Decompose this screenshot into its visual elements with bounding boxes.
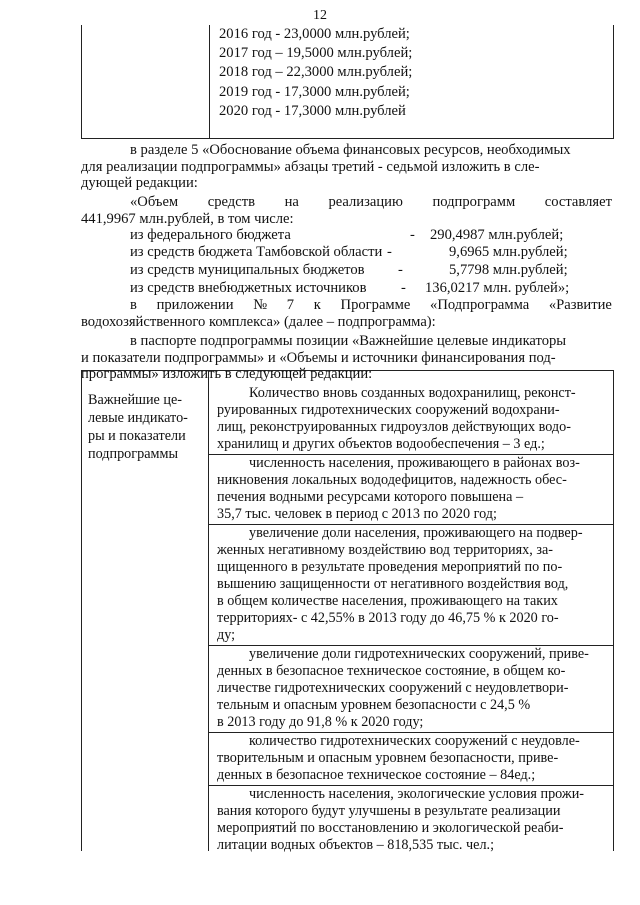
indicator-line: лищ, реконструированных гидроузлов действующих водо- [217, 419, 571, 435]
funding-source-dash: - [398, 262, 403, 278]
indicator-line: никновения локальных вододефицитов, надежность обес- [217, 472, 567, 488]
indicators-content-cell [209, 371, 613, 851]
indicator-separator [209, 645, 613, 646]
indicator-line: мероприятий по восстановлению и экологической реаби- [217, 820, 564, 836]
indicators-header-cell [88, 391, 204, 463]
funding-source-value: 9,6965 млн.рублей; [449, 244, 568, 260]
word: средств [207, 194, 255, 210]
funding-source-value: 5,7798 млн.рублей; [449, 262, 568, 278]
indicator-separator [209, 454, 613, 455]
indicator-line: литации водных объектов – 818,535 тыс. чел.; [217, 837, 495, 853]
indicator-separator [209, 785, 613, 786]
paragraph-line: дующей редакции: [81, 175, 198, 191]
indicator-line: в 2013 году до 91,8 % к 2020 году; [217, 714, 424, 730]
indicator-line: личестве гидротехнических сооружений с неудовлетвори- [217, 680, 569, 696]
indicators-header-line: Важнейшие це- [88, 392, 183, 408]
word: № [253, 297, 268, 313]
indicator-line: численность населения, экологические условия прожи- [249, 786, 585, 802]
paragraph-line: и показатели подпрограммы» и «Объемы и источники финансирования под- [81, 350, 556, 366]
indicator-line: увеличение доли гидротехнических сооружений, приве- [249, 646, 589, 662]
passport-table [81, 370, 614, 851]
indicators-header-line: ры и показатели [88, 428, 186, 444]
indicator-line: в общем количестве населения, проживающего на таких [217, 593, 558, 609]
indicator-line: Количество вновь созданных водохранилищ, реконст- [249, 385, 576, 401]
word: «Объем [130, 194, 179, 210]
indicators-header-line: левые индикато- [88, 410, 188, 426]
word: реализацию [328, 194, 403, 210]
word: приложении [156, 297, 234, 313]
word: в [130, 297, 137, 313]
funding-years-list [219, 25, 412, 121]
indicator-line: вышению защищенности от негативного воздействия вод, [217, 576, 569, 592]
paragraph-line [130, 297, 612, 314]
word: «Развитие [548, 297, 612, 313]
word: подпрограмм [432, 194, 516, 210]
paragraph-line: для реализации подпрограммы» абзацы третий - седьмой изложить в сле- [81, 159, 540, 175]
paragraph-line: водохозяйственного комплекса» (далее – подпрограмма): [81, 314, 436, 330]
funding-source-dash: - [410, 227, 415, 243]
funding-source-label: из средств внебюджетных источников [130, 280, 367, 296]
indicator-line: женных негативному воздействию вод территориях, за- [217, 542, 553, 558]
indicator-line: вания которого будут улучшены в результате реализации [217, 803, 561, 819]
funding-source-label: из средств муниципальных бюджетов [130, 262, 365, 278]
paragraph-line: программы» изложить в следующей редакции: [81, 366, 373, 382]
paragraph-line: 441,9967 млн.рублей, в том числе: [81, 211, 294, 227]
funding-year-line: 2016 год - 23,0000 млн.рублей; [219, 26, 410, 42]
funding-source-dash: - [401, 280, 406, 296]
indicator-separator [209, 524, 613, 525]
indicator-line: руированных гидротехнических сооружений водохрани- [217, 402, 560, 418]
paragraph-line: в паспорте подпрограммы позиции «Важнейшие целевые индикаторы [130, 333, 567, 349]
funding-year-line: 2017 год – 19,5000 млн.рублей; [219, 45, 413, 62]
indicator-separator [209, 732, 613, 733]
funding-source-dash: - [387, 244, 392, 260]
word: на [284, 194, 299, 210]
funding-year-line: 2019 год - 17,3000 млн.рублей; [219, 83, 410, 100]
paragraph-line: в разделе 5 «Обоснование объема финансовых ресурсов, необходимых [130, 142, 571, 158]
table-column-divider [209, 25, 210, 138]
word: 7 [286, 297, 295, 313]
funding-source-value: 290,4987 млн.рублей; [430, 227, 564, 243]
indicator-line: увеличение доли населения, проживающего на подвер- [249, 525, 583, 541]
funding-table-fragment [81, 25, 614, 139]
funding-source-value: 136,0217 млн. рублей»; [425, 280, 570, 296]
indicator-line: хранилищ и других объектов водообеспечения – 3 ед.; [217, 436, 545, 452]
funding-year-line: 2020 год - 17,3000 млн.рублей [219, 102, 406, 119]
word: Программе [340, 297, 411, 313]
indicator-line: денных в безопасное техническое состояние – 84ед.; [217, 767, 536, 783]
paragraph-line [130, 194, 612, 211]
indicator-line: тельным и опасным уровнем безопасности с 24,5 % [217, 697, 531, 713]
indicator-line: количество гидротехнических сооружений с неудовле- [249, 733, 580, 749]
indicator-line: щищенного в результате проведения мероприятий по по- [217, 559, 563, 575]
funding-source-label: из федерального бюджета [130, 227, 291, 243]
indicator-line: численность населения, проживающего в районах воз- [249, 455, 580, 471]
indicator-line: 35,7 тыс. человек в период с 2013 по 2020 год; [217, 506, 497, 522]
funding-source-label: из средств бюджета Тамбовской области [130, 244, 383, 260]
word: «Подпрограмма [430, 297, 530, 313]
indicator-line: ду; [217, 627, 236, 643]
indicator-line: творительным и опасным уровнем безопасности, приве- [217, 750, 559, 766]
funding-year-line: 2018 год – 22,3000 млн.рублей; [219, 64, 413, 81]
word: составляет [544, 194, 612, 210]
indicators-header-line: подпрограммы [88, 446, 178, 462]
page-number: 12 [313, 8, 327, 23]
indicator-line: печения водными ресурсами которого повышена – [217, 489, 524, 505]
word: к [313, 297, 321, 313]
indicator-line: денных в безопасное техническое состояние, в общем ко- [217, 663, 566, 679]
indicator-line: территориях- с 42,55% в 2013 году до 46,75 % к 2020 го- [217, 610, 559, 626]
